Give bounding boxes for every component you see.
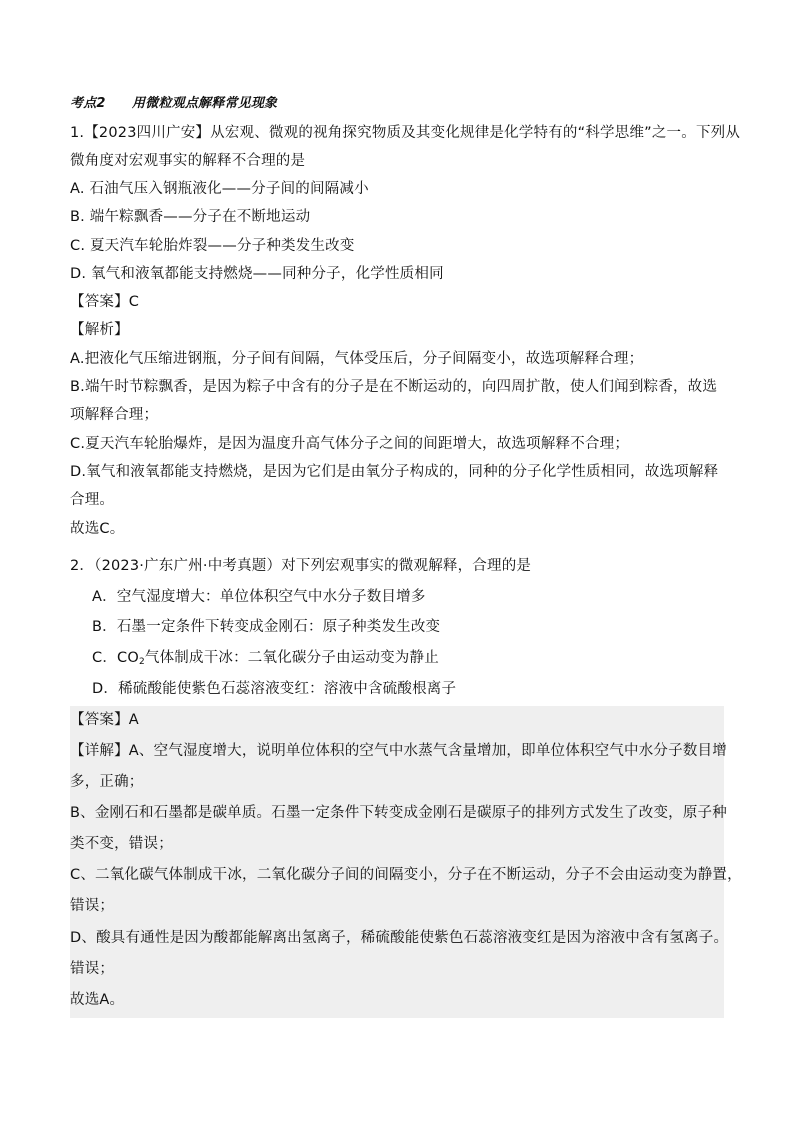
q2-option-b: B．石墨一定条件下转变成金刚石：原子种类发生改变 — [92, 619, 441, 635]
q2-detail-line: 错误； — [70, 898, 115, 914]
q2-option-c — [92, 648, 439, 672]
q1-analysis-line: D.氧气和液氧都能支持燃烧，是因为它们是由氧分子构成的，同种的分子化学性质相同，故选项解释 — [70, 464, 719, 480]
q2-answer: 【答案】A — [70, 712, 139, 728]
q1-analysis-line: B.端午时节粽飘香，是因为粽子中含有的分子是在不断运动的，向四周扩散，使人们闻到粽香，故选 — [70, 379, 718, 395]
q2-option-c-rest: 气体制成干冰：二氧化碳分子由运动变为静止 — [144, 650, 439, 666]
q1-analysis-line: 项解释合理； — [70, 407, 159, 423]
q2-detail-line: 多，正确； — [70, 774, 144, 790]
q2-stem: 2．（2023·广东广州·中考真题）对下列宏观事实的微观解释，合理的是 — [70, 558, 532, 574]
q1-analysis-line: 故选C。 — [70, 521, 125, 537]
q1-answer: 【答案】C — [70, 294, 140, 310]
q1-analysis-line: A.把液化气压缩进钢瓶，分子间有间隔，气体受压后，分子间隔变小，故选项解释合理； — [70, 351, 644, 367]
q1-option-b: B. 端午粽飘香——分子在不断地运动 — [70, 209, 311, 225]
q2-option-d: D．稀硫酸能使紫色石蕊溶液变红：溶液中含硫酸根离子 — [92, 681, 457, 697]
q1-stem-line1: 1.【2023四川广安】从宏观、微观的视角探究物质及其变化规律是化学特有的“科学思维”之一。下列从 — [70, 125, 741, 141]
q2-detail-line: 【详解】A、空气湿度增大，说明单位体积的空气中水蒸气含量增加，即单位体积空气中水分子数目增 — [70, 743, 727, 759]
q1-stem-line2: 微角度对宏观事实的解释不合理的是 — [70, 153, 306, 169]
q2-detail-line: B、金刚石和石墨都是碳单质。石墨一定条件下转变成金刚石是碳原子的排列方式发生了改变，原子种 — [70, 805, 727, 821]
q1-option-c: C. 夏天汽车轮胎炸裂——分子种类发生改变 — [70, 238, 355, 254]
q1-option-a: A. 石油气压入钢瓶液化——分子间的间隔减小 — [70, 181, 369, 197]
q2-option-c-prefix: C．CO — [92, 650, 139, 666]
q1-option-d: D. 氧气和液氧都能支持燃烧——同种分子，化学性质相同 — [70, 266, 444, 282]
q2-option-a: A．空气湿度增大：单位体积空气中水分子数目增多 — [92, 589, 426, 605]
q2-detail-line: 类不变，错误； — [70, 836, 173, 852]
q1-analysis-title: 【解析】 — [70, 322, 129, 338]
q1-analysis-line: C.夏天汽车轮胎爆炸，是因为温度升高气体分子之间的间距增大，故选项解释不合理； — [70, 436, 630, 452]
q2-detail-line: C、二氧化碳气体制成干冰，二氧化碳分子间的间隔变小，分子在不断运动，分子不会由运动变为静置， — [70, 867, 742, 883]
q2-detail-line: 错误； — [70, 961, 115, 977]
q2-option-c-subscript: 2 — [138, 657, 145, 667]
section-heading: 考点2 用微粒观点解释常见现象 — [70, 96, 278, 111]
q1-analysis-line: 合理。 — [70, 492, 115, 508]
q2-detail-line: D、酸具有通性是因为酸都能解离出氢离子，稀硫酸能使紫色石蕊溶液变红是因为溶液中含有氢离子。 — [70, 930, 729, 946]
q2-detail-line: 故选A。 — [70, 992, 125, 1008]
